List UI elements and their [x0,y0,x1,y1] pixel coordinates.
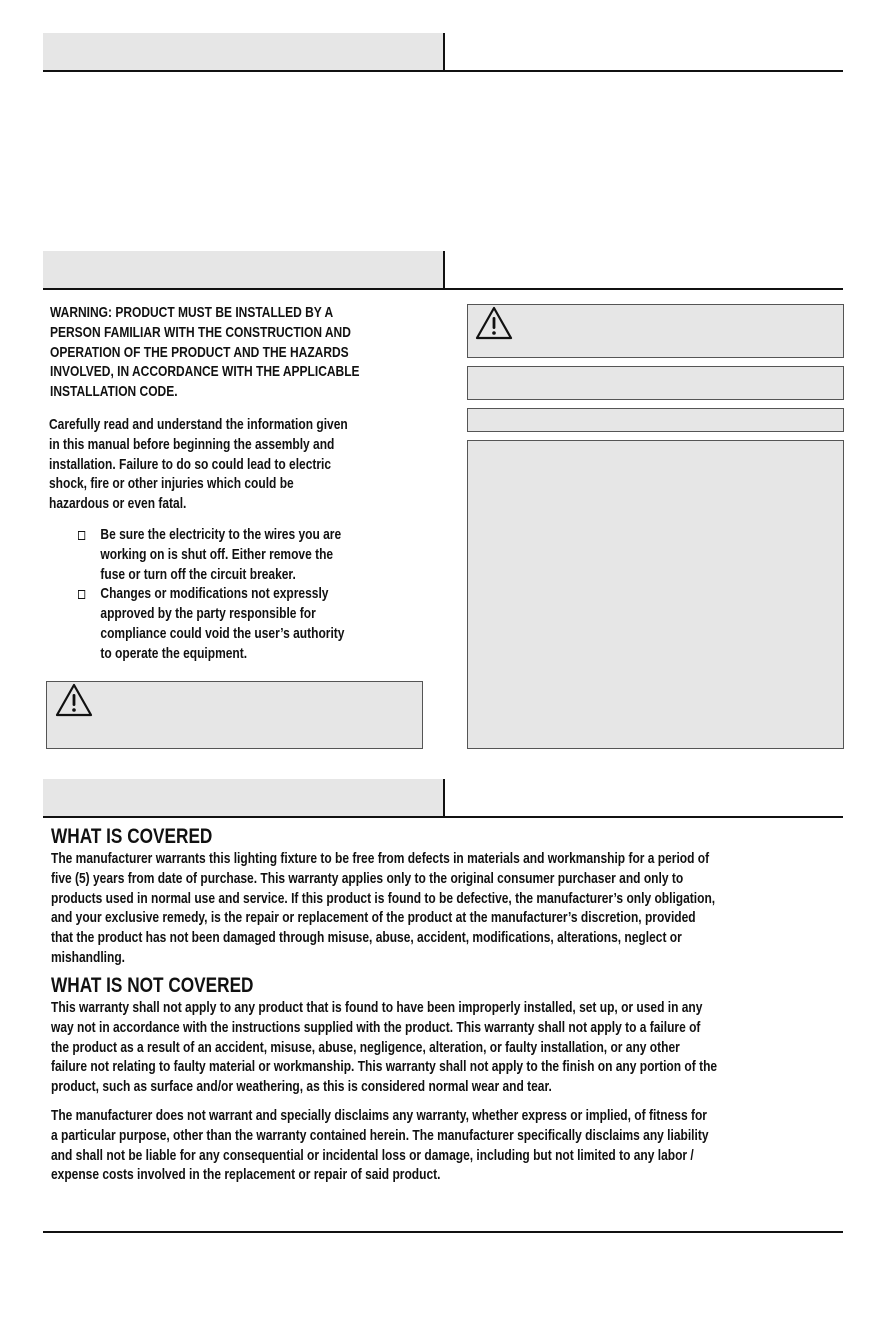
checklist-line: working on is shut off. Either remove the [100,545,334,563]
safety-checklist [78,525,344,664]
checklist-item [78,525,344,584]
intro-line: hazardous or even fatal. [49,495,187,513]
checkbox-icon [78,590,85,599]
covered-paragraph [51,849,715,968]
warning-line: PERSON FAMILIAR WITH THE CONSTRUCTION AND [50,323,351,341]
checklist-line: Changes or modifications not expressly [100,585,329,603]
warning-line: INSTALLATION CODE. [50,383,178,401]
section-header-2-bar [43,251,444,289]
notice-title-box [467,408,844,432]
not-covered-heading: WHAT IS NOT COVERED [51,974,254,997]
checkbox-icon [78,531,85,540]
warning-label: WARNING: [50,304,112,321]
covered-line: products used in normal use and service. If this product is found to be defective, the manufacturer’s only obligation, [51,889,716,907]
disclaimer-line: The manufacturer does not warrant and specially disclaims any warranty, whether express or implied, of fitness for [51,1107,707,1124]
covered-line: mishandling. [51,948,126,966]
checklist-line: Be sure the electricity to the wires you are [100,526,342,543]
footer-rule [43,1231,843,1233]
section-header-3-rule [43,816,843,818]
caution-box-right [467,304,844,358]
warning-triangle-icon [55,683,93,717]
disclaimer-line: and shall not be liable for any consequential or incidental loss or damage, including but not limited to any labor / [51,1146,694,1164]
intro-line: Carefully read and understand the information given [49,416,348,433]
checklist-line: compliance could void the user’s authority [100,624,345,642]
not-covered-paragraph [51,998,717,1097]
warning-line: INVOLVED, IN ACCORDANCE WITH THE APPLICABLE [50,363,360,381]
not-covered-line: product, such as surface and/or weathering, as this is considered normal wear and tear. [51,1078,552,1096]
covered-line: that the product has not been damaged through misuse, abuse, accident, modifications, alterations, neglect or [51,929,682,947]
disclaimer-paragraph [51,1106,709,1185]
intro-line: in this manual before beginning the assembly and [49,435,335,453]
safety-intro [49,415,348,514]
notice-content-box [467,440,844,749]
checklist-item [78,584,344,663]
warning-triangle-icon [475,306,513,340]
not-covered-line: way not in accordance with the instructions supplied with the product. This warranty shall not apply to a failure of [51,1018,701,1036]
not-covered-line: failure not relating to faulty material or workmanship. This warranty shall not apply to the finish on any portion of the [51,1058,718,1076]
covered-line: The manufacturer warrants this lighting fixture to be free from defects in materials and workmanship for a period of [51,850,710,867]
section-header-1-rule [43,70,843,72]
section-header-2-rule [43,288,843,290]
not-covered-line: This warranty shall not apply to any product that is found to have been improperly installed, set up, or used in any [51,999,703,1016]
checklist-line: fuse or turn off the circuit breaker. [100,565,296,583]
section-header-2-divider [443,251,445,289]
checklist-line: approved by the party responsible for [100,605,316,623]
disclaimer-line: expense costs involved in the replacement or repair of said product. [51,1166,441,1184]
installation-warning [50,303,360,402]
intro-line: shock, fire or other injuries which could be [49,475,294,493]
caution-box-left [46,681,423,749]
section-header-1-divider [443,33,445,71]
covered-line: and your exclusive remedy, is the repair or replacement of the product at the manufacturer’s discretion, provided [51,909,696,927]
intro-line: installation. Failure to do so could lead to electric [49,455,332,473]
covered-line: five (5) years from date of purchase. This warranty applies only to the original consumer purchaser and only to [51,869,684,887]
notice-box [467,366,844,400]
section-header-3-bar [43,779,444,817]
checklist-line: to operate the equipment. [100,644,248,662]
disclaimer-line: a particular purpose, other than the warranty contained herein. The manufacturer specifically disclaims any liability [51,1126,709,1144]
warning-line: OPERATION OF THE PRODUCT AND THE HAZARDS [50,343,349,361]
section-header-1-bar [43,33,444,71]
not-covered-line: the product as a result of an accident, misuse, abuse, negligence, alteration, or faulty installation, or any other [51,1038,680,1056]
covered-heading: WHAT IS COVERED [51,825,213,848]
warning-line: PRODUCT MUST BE INSTALLED BY A [112,304,334,321]
section-header-3-divider [443,779,445,817]
